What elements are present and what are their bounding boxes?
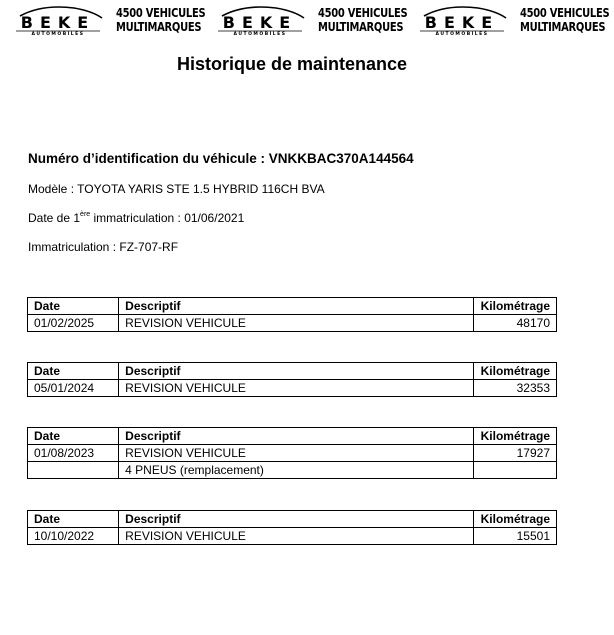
maintenance-table (27, 427, 557, 479)
table-row (28, 315, 557, 332)
logo-sub-text: AUTOMOBILES (31, 32, 85, 36)
table-header-row (28, 363, 557, 380)
cell-descriptif: REVISION VEHICULE (119, 528, 474, 545)
first-registration-line (28, 211, 244, 225)
column-header-descriptif: Descriptif (119, 298, 474, 315)
cell-kilometrage: 17927 (473, 445, 556, 462)
first-reg-sup: ère (80, 211, 91, 218)
cell-kilometrage: 15501 (473, 528, 556, 545)
column-header-kilometrage: Kilométrage (473, 363, 556, 380)
cell-date: 01/02/2025 (28, 315, 119, 332)
cell-descriptif: REVISION VEHICULE (119, 445, 474, 462)
first-reg-suffix: immatriculation : (90, 211, 185, 225)
table-header-row (28, 428, 557, 445)
maintenance-table (27, 297, 557, 332)
first-reg-date: 01/06/2021 (184, 211, 245, 225)
logo-brand-text: BEKE (424, 13, 500, 32)
tagline-line-1: 4500 VEHICULES (318, 6, 408, 20)
table-header-row (28, 298, 557, 315)
column-header-descriptif: Descriptif (119, 428, 474, 445)
tagline-line-1: 4500 VEHICULES (520, 6, 610, 20)
model-value: TOYOTA YARIS STE 1.5 HYBRID 116CH BVA (77, 182, 325, 196)
table-row (28, 528, 557, 545)
column-header-descriptif: Descriptif (119, 511, 474, 528)
table-header-row (28, 511, 557, 528)
maintenance-table (27, 510, 557, 545)
tagline-line-2: MULTIMARQUES (520, 20, 606, 34)
model-label: Modèle : (28, 182, 78, 196)
logo-sub-text: AUTOMOBILES (435, 32, 489, 36)
logo-brand-text: BEKE (222, 13, 298, 32)
tagline-line-2: MULTIMARQUES (318, 20, 404, 34)
table-row (28, 380, 557, 397)
column-header-kilometrage: Kilométrage (473, 428, 556, 445)
logo-sub-text: AUTOMOBILES (233, 32, 287, 36)
logo-brand-text: BEKE (20, 13, 96, 32)
cell-kilometrage: 48170 (473, 315, 556, 332)
column-header-date: Date (28, 363, 119, 380)
cell-descriptif: REVISION VEHICULE (119, 315, 474, 332)
maintenance-table (27, 362, 557, 397)
plate-label: Immatriculation : (28, 240, 120, 254)
cell-descriptif: 4 PNEUS (remplacement) (119, 462, 474, 479)
cell-date: 10/10/2022 (28, 528, 119, 545)
vin-value: VNKKBAC370A144564 (268, 151, 414, 166)
column-header-descriptif: Descriptif (119, 363, 474, 380)
cell-kilometrage: 32353 (473, 380, 556, 397)
beke-logo (12, 4, 104, 36)
tagline-line-1: 4500 VEHICULES (116, 6, 206, 20)
plate-value: FZ-707-RF (119, 240, 179, 254)
model-line (28, 182, 325, 196)
plate-line (28, 240, 178, 254)
cell-descriptif: REVISION VEHICULE (119, 380, 474, 397)
table-row (28, 445, 557, 462)
vin-label: Numéro d’identification du véhicule : (28, 151, 269, 166)
beke-logo (214, 4, 306, 36)
cell-date (28, 462, 119, 479)
first-reg-prefix: Date de 1 (28, 211, 81, 225)
column-header-date: Date (28, 298, 119, 315)
header-banner (0, 0, 614, 40)
column-header-date: Date (28, 511, 119, 528)
column-header-kilometrage: Kilométrage (473, 511, 556, 528)
page-title: Historique de maintenance (176, 54, 408, 74)
vin-line (28, 151, 414, 166)
beke-logo (416, 4, 508, 36)
cell-date: 01/08/2023 (28, 445, 119, 462)
column-header-date: Date (28, 428, 119, 445)
tagline (520, 6, 609, 34)
cell-date: 05/01/2024 (28, 380, 119, 397)
tagline-line-2: MULTIMARQUES (116, 20, 202, 34)
column-header-kilometrage: Kilométrage (473, 298, 556, 315)
table-row (28, 462, 557, 479)
tagline (318, 6, 407, 34)
tagline (116, 6, 205, 34)
cell-kilometrage (473, 462, 556, 479)
